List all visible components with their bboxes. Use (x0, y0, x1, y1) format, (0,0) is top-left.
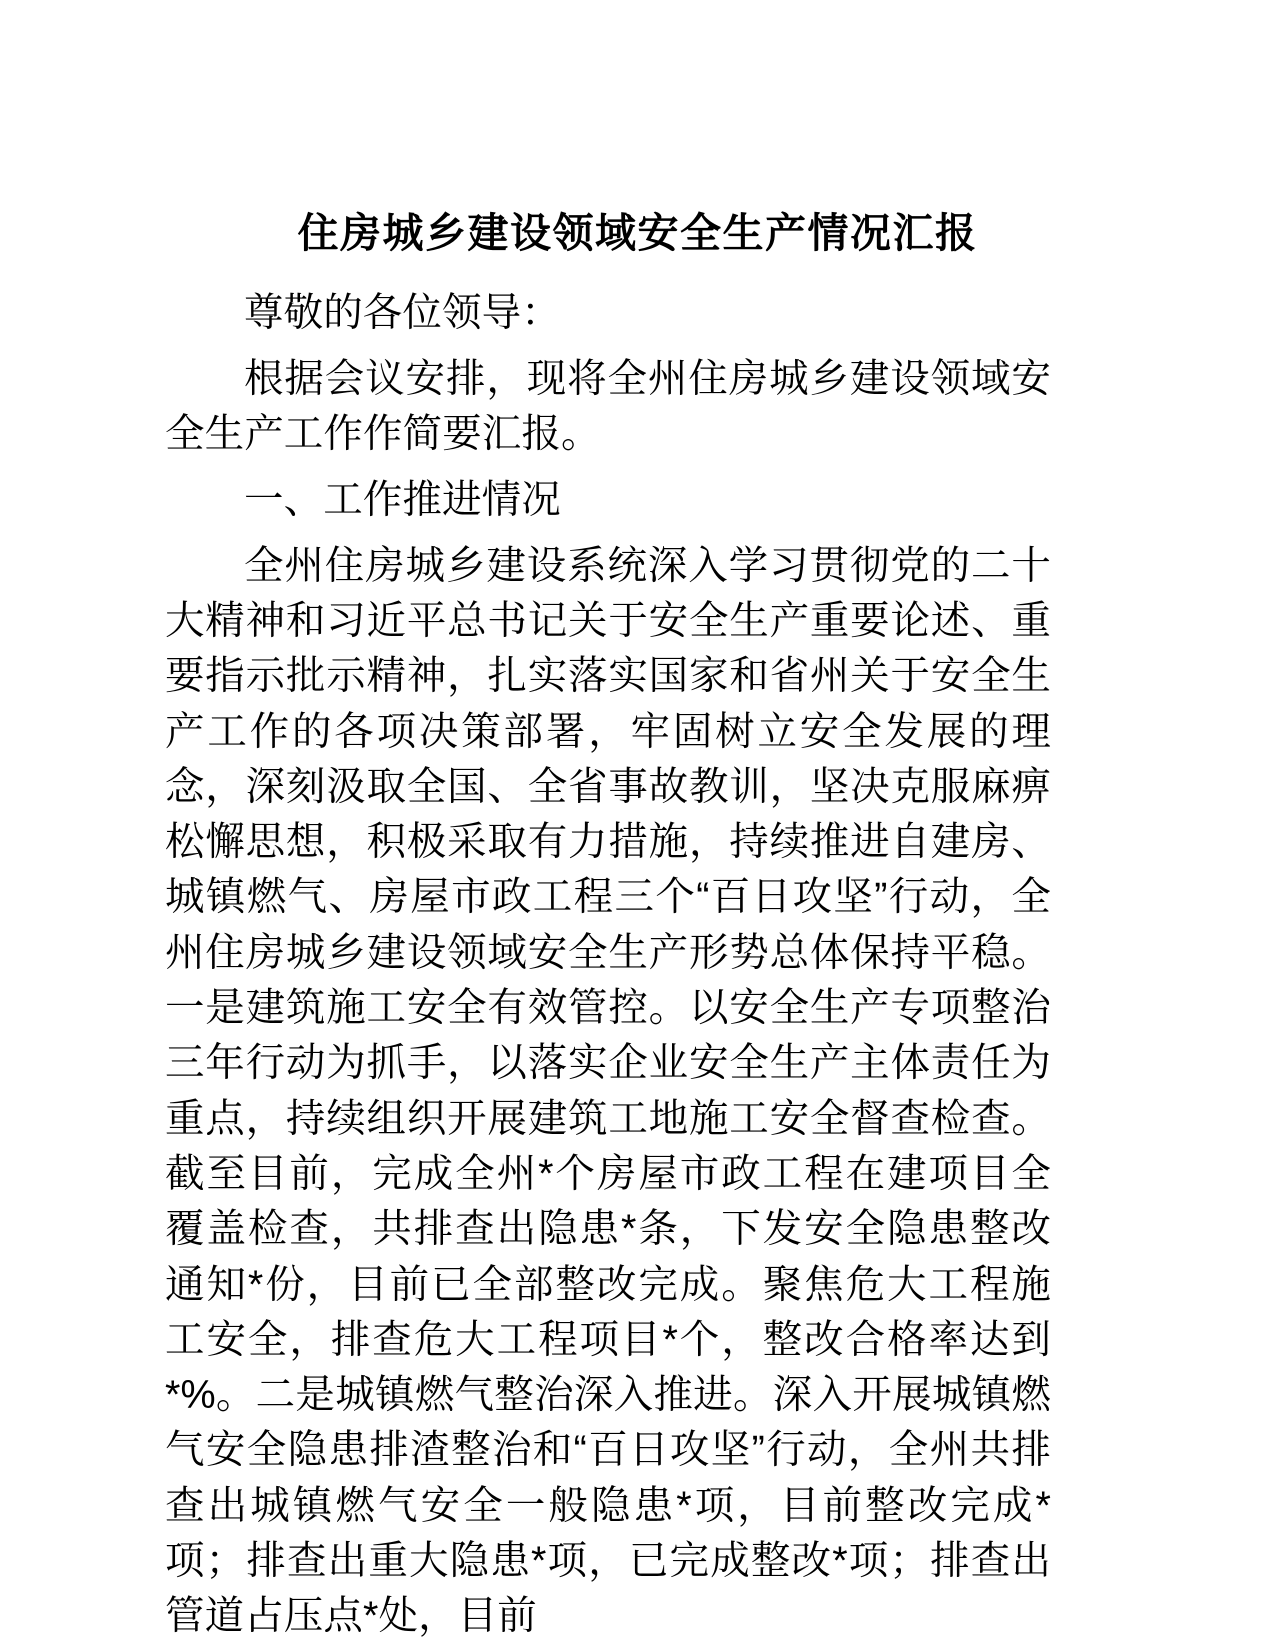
paragraph-section-1-body: 全州住房城乡建设系统深入学习贯彻党的二十大精神和习近平总书记关于安全生产重要论述、重要指示批示精神，扎实落实国家和省州关于安全生产工作的各项决策部署，牢固树立安全发展的理念，深刻汲取全国、全省事故教训，坚决克服麻痹松懈思想，积极采取有力措施，持续推进自建房、城镇燃气、房屋市政工程三个“百日攻坚”行动，全州住房城乡建设领域安全生产形势总体保持平稳。一是建筑施工安全有效管控。以安全生产专项整治三年行动为抓手，以落实企业安全生产主体责任为重点，持续组织开展建筑工地施工安全督查检查。截至目前，完成全州*个房屋市政工程在建项目全覆盖检查，共排查出隐患*条，下发安全隐患整改通知*份，目前已全部整改完成。聚焦危大工程施工安全，排查危大工程项目*个，整改合格率达到*%。二是城镇燃气整治深入推进。深入开展城镇燃气安全隐患排渣整治和“百日攻坚”行动，全州共排查出城镇燃气安全一般隐患*项，目前整改完成*项；排查出重大隐患*项，已完成整改*项；排查出管道占压点*处，目前 (165, 543, 1051, 1639)
paragraph-opening: 根据会议安排，现将全州住房城乡建设领域安全生产工作作简要汇报。 (165, 356, 1051, 457)
paragraph-salutation: 尊敬的各位领导： (244, 291, 561, 335)
document-body (165, 286, 1051, 1645)
section-heading-work-progress: 一、工作推进情况 (244, 477, 561, 522)
page-title: 住房城乡建设领域安全生产情况汇报 (297, 210, 978, 256)
